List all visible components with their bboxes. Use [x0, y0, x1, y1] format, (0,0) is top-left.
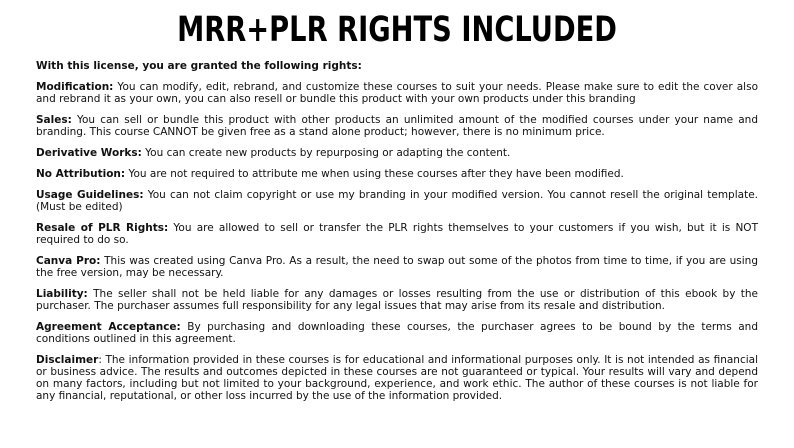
section-term: Usage Guidelines:	[36, 189, 144, 201]
section-no-attribution	[36, 168, 758, 180]
page-title: MRR+PLR RIGHTS INCLUDED	[177, 10, 617, 50]
section-text: : The information provided in these courses is for educational and informational purposes only. It is not intended as financial or business advice. The results and outcomes depicted in these courses are not guaranteed or typical. Your results will vary and depend on many factors, including but not limited to your background, experience, and work ethic. The author of these courses is not liable for any financial, reputational, or other loss incurred by the use of the information provided.	[36, 354, 758, 402]
section-text: By purchasing and downloading these courses, the purchaser agrees to be bound by the terms and conditions outlined in this agreement.	[36, 321, 758, 345]
section-term: Canva Pro:	[36, 255, 101, 267]
section-text: You are allowed to sell or transfer the PLR rights themselves to your customers if you wish, but it is NOT required to do so.	[36, 222, 758, 246]
section-text: You can not claim copyright or use my branding in your modified version. You cannot resell the original template. (Must be edited)	[36, 189, 758, 213]
section-text: You can modify, edit, rebrand, and customize these courses to suit your needs. Please make sure to edit the cover also and rebrand it as your own, you can also resell or bundle this product with your own products under this branding	[36, 81, 758, 105]
section-term: Liability:	[36, 288, 88, 300]
section-text: This was created using Canva Pro. As a result, the need to swap out some of the photos from time to time, if you are using the free version, may be necessary.	[36, 255, 758, 279]
section-text: The seller shall not be held liable for any damages or losses resulting from the use or distribution of this ebook by the purchaser. The purchaser assumes full responsibility for any legal issues that may arise from its resale and distribution.	[36, 288, 758, 312]
section-derivative-works	[36, 147, 758, 159]
intro-text: With this license, you are granted the following rights:	[36, 60, 362, 72]
section-agreement-acceptance	[36, 321, 758, 345]
section-text: You are not required to attribute me when using these courses after they have been modified.	[125, 168, 624, 180]
section-term: Sales:	[36, 114, 72, 126]
section-modification	[36, 81, 758, 105]
section-usage-guidelines	[36, 189, 758, 213]
section-term: Derivative Works:	[36, 147, 142, 159]
section-text: You can create new products by repurposing or adapting the content.	[141, 147, 511, 159]
section-sales	[36, 114, 758, 138]
section-term: Disclaimer	[36, 354, 99, 366]
section-disclaimer	[36, 354, 758, 402]
section-term: Agreement Acceptance:	[36, 321, 181, 333]
section-resale-plr-rights	[36, 222, 758, 246]
section-canva-pro	[36, 255, 758, 279]
section-term: No Attribution:	[36, 168, 126, 180]
section-term: Resale of PLR Rights:	[36, 222, 169, 234]
section-liability	[36, 288, 758, 312]
section-text: You can sell or bundle this product with other products an unlimited amount of the modified courses under your name and branding. This course CANNOT be given free as a stand alone product; however, there is no minimum price.	[36, 114, 758, 138]
section-term: Modification:	[36, 81, 114, 93]
